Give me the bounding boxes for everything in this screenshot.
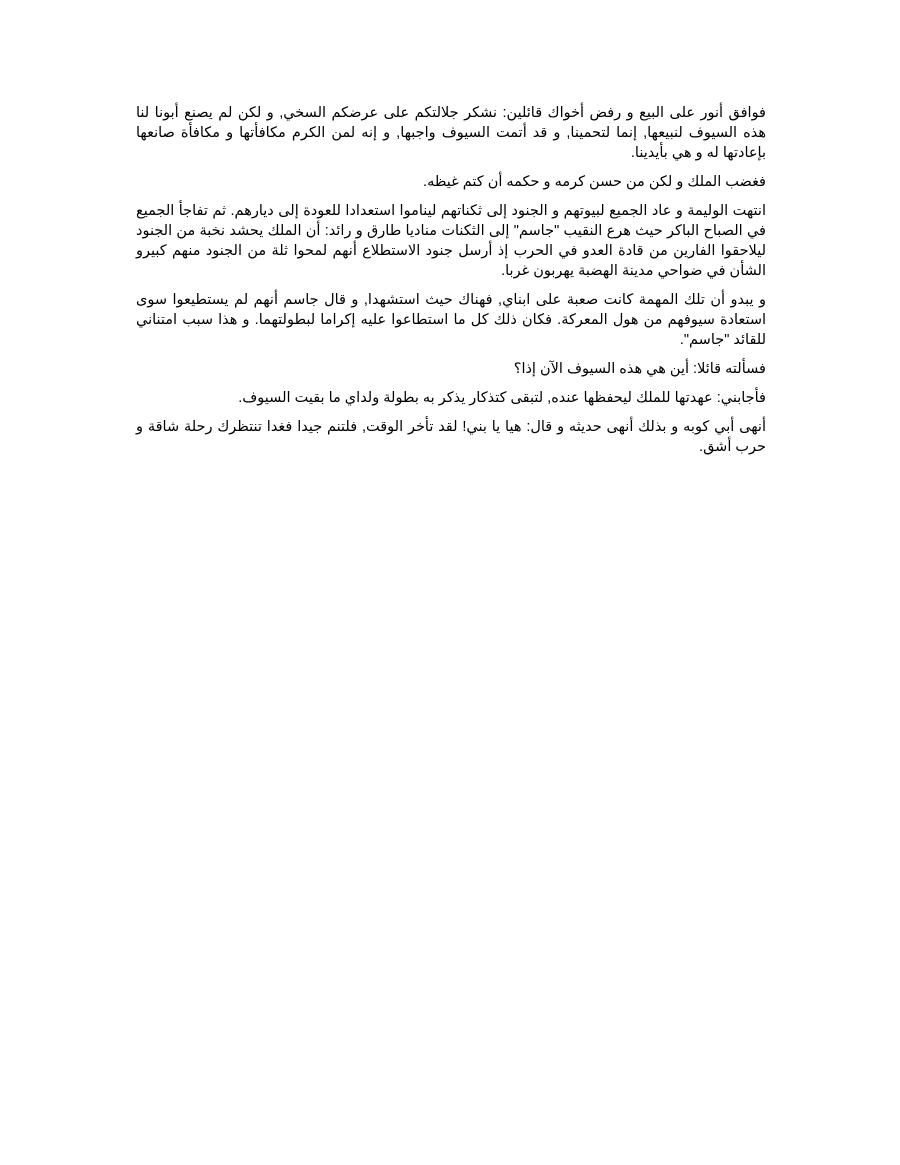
paragraph: فسألته قائلا: أين هي هذه السيوف الآن إذا؟ xyxy=(513,361,766,377)
paragraph: فوافق أنور على البيع و رفض أخواك قائلين: نشكر جلالتكم على عرضكم السخي, و لكن لم يصنع أبونا لنا هذه السيوف لنبيعها, إنما لتحمينا, و قد أتمت السيوف واجبها, و إنه لمن الكرم مكافأتها و مكافأة صانعها بإعادتها له و هي بأيدينا. xyxy=(136,105,766,161)
document-body xyxy=(136,103,766,466)
paragraph: و يبدو أن تلك المهمة كانت صعبة على ابناي, فهناك حيث استشهدا, و قال جاسم أنهم لم يستطيعوا سوى استعادة سيوفهم من هول المعركة. فكان ذلك كل ما استطاعوا عليه إكراما لبطولتهما. و هذا سبب امتناني للقائد "جاسم". xyxy=(136,292,766,348)
paragraph: فغضب الملك و لكن من حسن كرمه و حكمه أن كتم غيظه. xyxy=(423,174,766,190)
paragraph: فأجابني: عهدتها للملك ليحفظها عنده, لتبقى كتذكار يذكر به بطولة ولداي ما بقيت السيوف. xyxy=(238,390,766,406)
paragraph: أنهى أبي كوبه و بذلك أنهى حديثه و قال: هيا يا بني! لقد تأخر الوقت, فلتنم جيدا فغدا تنتظرك رحلة شاقة و حرب أشق. xyxy=(136,419,766,455)
paragraph: انتهت الوليمة و عاد الجميع لبيوتهم و الجنود إلى ثكناتهم ليناموا استعدادا للعودة إلى ديارهم. ثم تفاجأ الجميع في الصباح الباكر حيث هرع النقيب "جاسم" إلى الثكنات مناديا طارق و رائد: أن الملك يحشد نخبة من الجنود ليلاحقوا الفارين من قادة العدو في الحرب إذ أرسل جنود الاستطلاع أنهم لمحوا ثلة من الجنود منهم كبيرو الشأن في ضواحي مدينة الهضبة يهربون غربا. xyxy=(136,203,766,279)
